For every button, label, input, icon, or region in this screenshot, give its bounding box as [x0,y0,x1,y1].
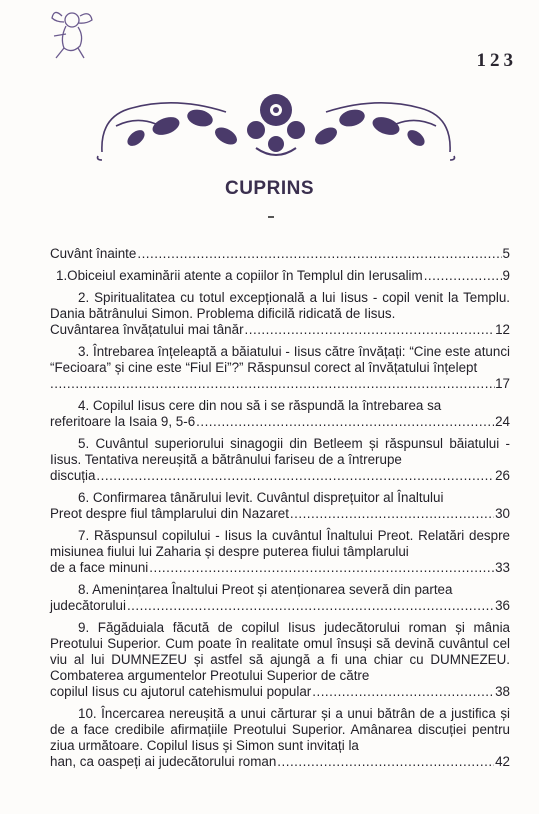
toc-entry [50,268,510,284]
leader-dots [50,376,495,392]
toc-entry-title-end: referitoare la Isaia 9, 5-6 [50,414,196,429]
leader-dots [290,506,494,522]
toc-entry [50,490,510,522]
toc-entry-title-end: han, ca oaspeți ai judecătorului roman [50,754,277,769]
toc-entry-title-end: discuția [50,468,96,483]
toc-page-number: 9 [502,268,510,283]
toc-entry-title: 1.Obiceiul examinării atente a copiilor în Templul din Ierusalim [56,268,423,283]
toc-page-number: 5 [502,246,510,261]
toc-page-number: 17 [495,376,510,391]
leader-dots [149,560,494,576]
toc-page-number: 12 [495,322,510,337]
page-title: CUPRINS [224,178,314,199]
cherub-icon [44,6,104,62]
table-of-contents [50,246,510,776]
leader-dots [137,246,501,262]
leader-dots [196,414,494,430]
leader-dots [277,754,494,770]
toc-page-number: 38 [495,684,510,699]
toc-entry [50,582,510,614]
toc-entry [50,706,510,770]
toc-entry-title-end: de a face minuni [50,560,149,575]
toc-page-number: 36 [495,598,510,613]
leader-dots [127,598,494,614]
toc-entry [50,290,510,338]
toc-entry [50,528,510,576]
toc-entry-title: Cuvânt înainte [50,246,137,261]
toc-entry-title: 4. Copilul Iisus cere din nou să i se răspundă la întrebarea sa [78,398,442,413]
toc-entry [50,436,510,484]
toc-entry-title-end: copilul Iisus cu ajutorul catehismului popular [50,684,312,699]
toc-entry [50,398,510,430]
toc-page-number: 26 [495,468,510,483]
toc-entry-title: 10. Încercarea nereușită a unui cărturar și a unui bătrân de a justifica și de a face credibile afirmațiile Preotului Superior. Amânarea discuției pentru ziua următoare. Copilul Iisus și Simon sunt invitați la [50,706,510,753]
toc-entry-title: 6. Confirmarea tânărului levit. Cuvântul disprețuitor al Înaltului [78,490,444,505]
page-number: 123 [476,50,517,71]
toc-entry-title: 7. Răspunsul copilului - Iisus la cuvântul Înaltului Preot. Relatări despre misiunea fiului lui Zaharia și despre puterea fiului tâmplarului [50,528,510,559]
toc-page-number: 24 [495,414,510,429]
leader-dots [424,268,502,284]
toc-entry-title: 8. Amenințarea Înaltului Preot și atenționarea severă din partea [78,582,453,597]
divider [268,216,274,218]
toc-entry-title-end: Preot despre fiul tâmplarului din Nazaret [50,506,289,521]
leader-dots [96,468,494,484]
toc-page-number: 33 [495,560,510,575]
leader-dots [312,684,494,700]
toc-entry-title: 3. Întrebarea înțeleaptă a băiatului - Iisus către învățați: “Cine este atunci “Fecioara” și cine este “Fiul Ei”?” Răspunsul corect al învățatului înțelept [50,344,510,375]
toc-entry-title: 5. Cuvântul superiorului sinagogii din Betleem și răspunsul băiatului - Iisus. Tentativa nereușită a bătrânului fariseu de a întrerupe [50,436,510,467]
toc-entry [50,344,510,392]
leader-dots [245,322,495,338]
toc-page-number: 42 [495,754,510,769]
toc-entry-title-end: Cuvântarea învățatului mai tânăr [50,322,244,337]
toc-entry-title: 9. Făgăduiala făcută de copilul Iisus judecătorului roman și mânia Preotului Superior. Cum poate în realitate omul însuși să devină cuvântul cel viu al lui DUMNEZEU și astfel să ajungă a fi una chiar cu DUMNEZEU. Combaterea argumentelor Preotului Superior de către [50,620,510,683]
toc-entry [50,246,510,262]
floral-ornament-icon [96,86,456,166]
toc-entry-title: 2. Spiritualitatea cu totul excepțională a lui Iisus - copil venit la Templu. Dania bătrânului Simon. Problema dificilă ridicată de Iisus. [50,290,510,321]
toc-entry-title-end: judecătorului [50,598,126,613]
toc-page-number: 30 [495,506,510,521]
toc-entry [50,620,510,700]
